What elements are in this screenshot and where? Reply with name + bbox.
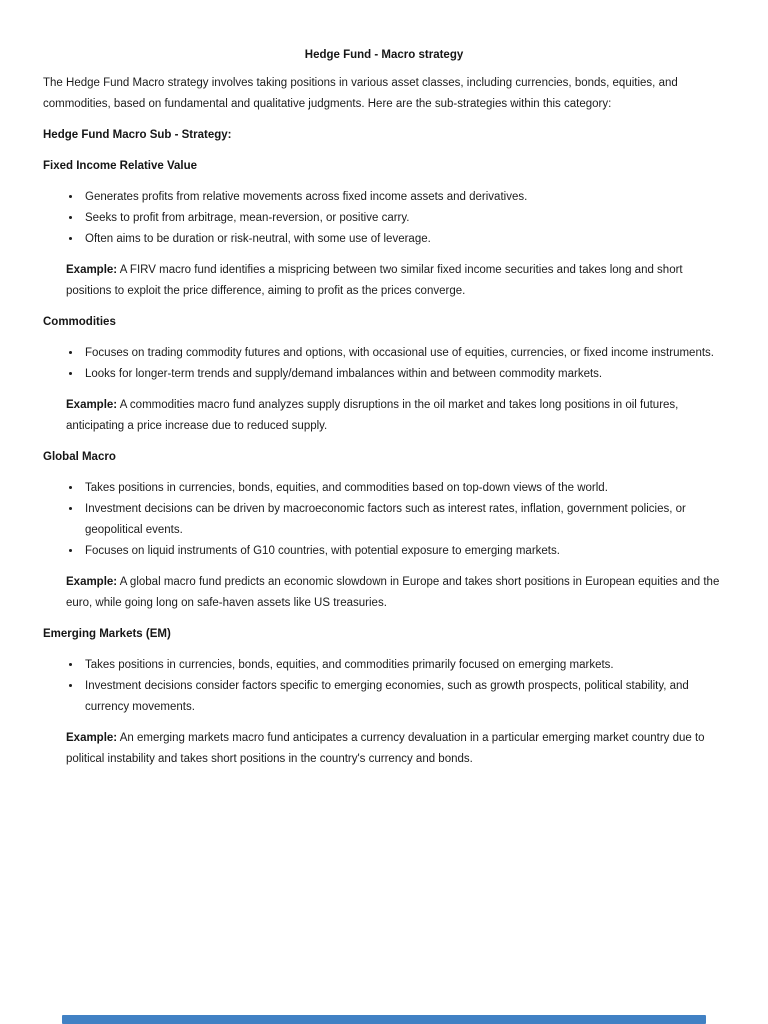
intro-paragraph: The Hedge Fund Macro strategy involves taking positions in various asset classes, including currencies, bonds, equities, and commodities, based on fundamental and qualitative judgments. Here are the sub-strategies within this category:: [43, 77, 678, 110]
example-text: A FIRV macro fund identifies a mispricing between two similar fixed income securities and takes long and short positions to exploit the price difference, aiming to profit as the prices converge.: [66, 264, 683, 297]
horizontal-scrollbar[interactable]: [62, 1015, 706, 1024]
section-heading: Commodities: [43, 316, 116, 328]
section-commodities: [43, 312, 725, 437]
example-paragraph: [66, 728, 725, 770]
section-fixed-income-relative-value: [43, 156, 725, 302]
example-paragraph: [66, 572, 725, 614]
section-heading: Fixed Income Relative Value: [43, 160, 198, 172]
bullet-item: • Seeks to profit from arbitrage, mean-reversion, or positive carry.: [82, 208, 725, 229]
bullet-item: • Generates profits from relative movements across fixed income assets and derivatives.: [82, 187, 725, 208]
section-global-macro: [43, 447, 725, 614]
section-heading: Emerging Markets (EM): [43, 628, 171, 640]
bullet-list: [43, 655, 725, 718]
section-heading: Global Macro: [43, 451, 116, 463]
bullet-item: • Often aims to be duration or risk-neutral, with some use of leverage.: [82, 229, 725, 250]
bullet-list: [43, 343, 725, 385]
example-label: Example:: [66, 576, 118, 588]
bullet-list: [43, 187, 725, 250]
example-text: An emerging markets macro fund anticipates a currency devaluation in a particular emerging market country due to political instability and takes short positions in the country's currency and bonds.: [66, 732, 705, 765]
example-paragraph: [66, 260, 725, 302]
example-label: Example:: [66, 732, 118, 744]
bullet-item: • Investment decisions consider factors specific to emerging economies, such as growth prospects, political stability, and currency movements.: [82, 676, 725, 718]
bullet-item: • Focuses on liquid instruments of G10 countries, with potential exposure to emerging markets.: [82, 541, 725, 562]
bullet-item: • Takes positions in currencies, bonds, equities, and commodities primarily focused on emerging markets.: [82, 655, 725, 676]
bullet-list: [43, 478, 725, 562]
document-title: Hedge Fund - Macro strategy: [304, 49, 464, 61]
bullet-item: • Takes positions in currencies, bonds, equities, and commodities based on top-down views of the world.: [82, 478, 725, 499]
example-label: Example:: [66, 264, 118, 276]
example-paragraph: [66, 395, 725, 437]
bullet-item: • Focuses on trading commodity futures and options, with occasional use of equities, currencies, or fixed income instruments.: [82, 343, 725, 364]
bullet-item: • Investment decisions can be driven by macroeconomic factors such as interest rates, inflation, government policies, or geopolitical events.: [82, 499, 725, 541]
example-text: A commodities macro fund analyzes supply disruptions in the oil market and takes long positions in oil futures, anticipating a price increase due to reduced supply.: [66, 399, 679, 432]
bullet-item: • Looks for longer-term trends and supply/demand imbalances within and between commodity markets.: [82, 364, 725, 385]
section-emerging-markets: [43, 624, 725, 770]
sub-strategy-heading: Hedge Fund Macro Sub - Strategy:: [43, 129, 232, 141]
example-text: A global macro fund predicts an economic slowdown in Europe and takes short positions in European equities and the euro, while going long on safe-haven assets like US treasuries.: [66, 576, 720, 609]
example-label: Example:: [66, 399, 118, 411]
